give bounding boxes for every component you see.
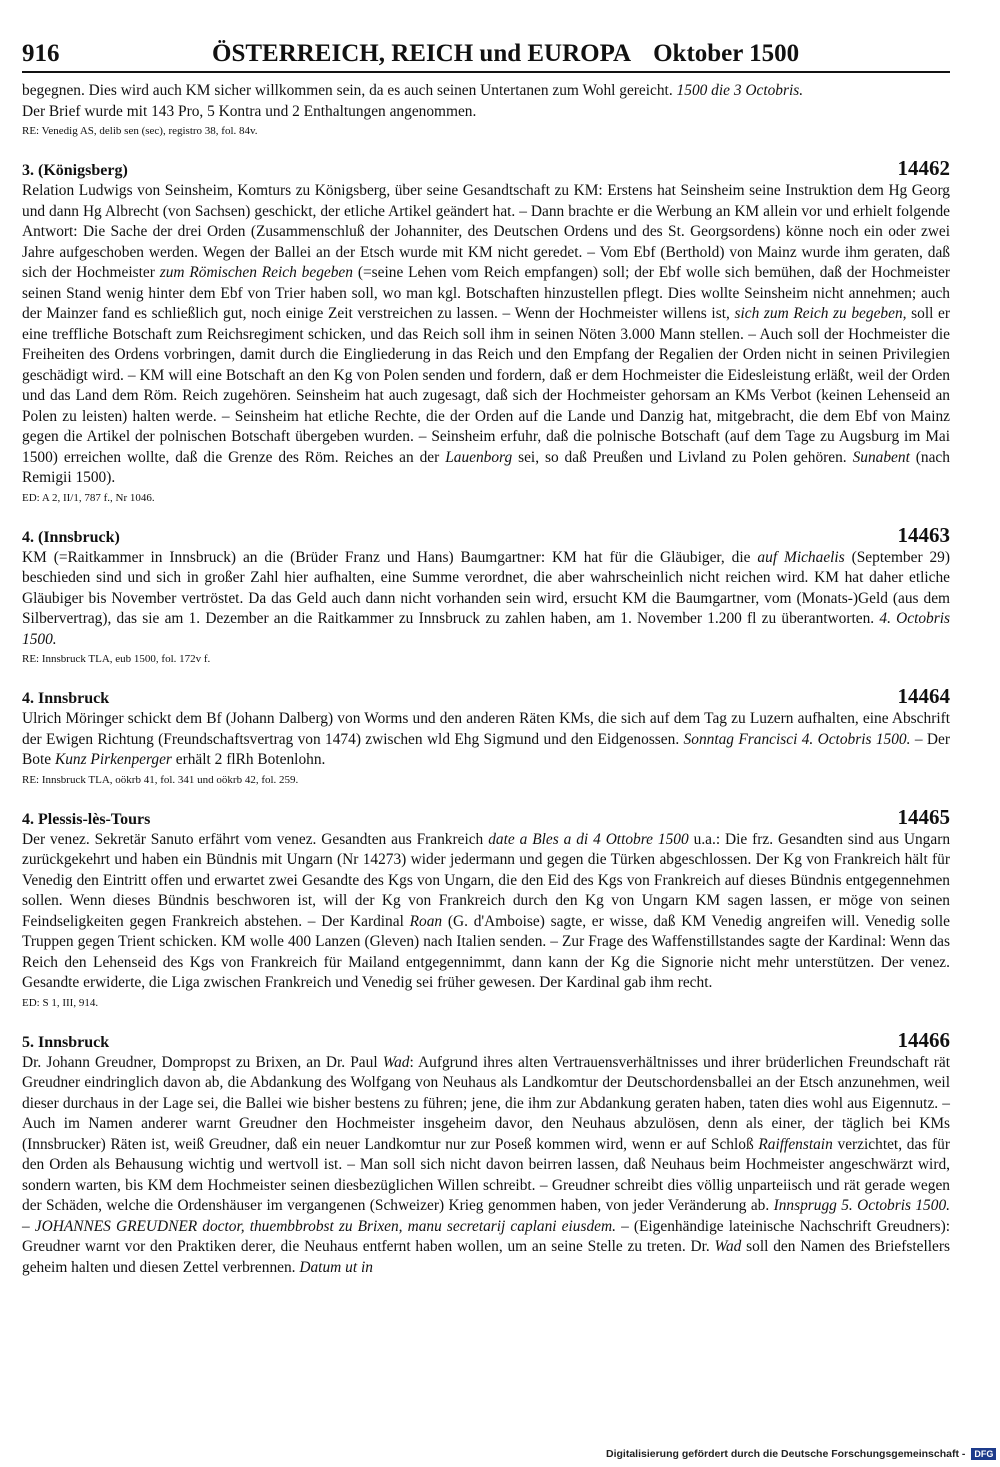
italic-run: Wad <box>714 1238 742 1255</box>
intro-paragraph <box>22 81 950 122</box>
entry-heading <box>22 156 950 181</box>
italic-run: zum Römischen Reich begeben <box>159 264 353 281</box>
entry-text <box>22 181 950 489</box>
entry-place: 3. (Königsberg) <box>22 162 128 179</box>
text-run: KM (=Raitkammer in Innsbruck) an die (Brüder Franz und Hans) Baumgartner: KM hat für die Gläubiger, die <box>22 548 751 566</box>
text-run: Der venez. Sekretär Sanuto erfährt vom venez. Gesandten aus Frankreich <box>22 830 484 848</box>
footer-text: Digitalisierung gefördert durch die Deutsche Forschungsgemeinschaft - <box>606 1448 966 1460</box>
text-run: soll er eine treffliche Botschaft zum Reichsregiment schicken, und das Reich soll ihm in seinen Nöten 3.000 Mann stellen. – Auch soll der Hochmeister die Freiheiten des Ordens vorbringen, damit durch die Eingliederung in das Reich und den Empfang der Regalien der Orden nicht in seinen Privilegien geschädigt wird. – KM will eine Botschaft an den Kg von Polen senden und fordern, daß er dem Hochmeister die Eidesleistung erläßt, weil der Orden und das Land dem Röm. Reich zugehören. Seinsheim hat auch zugesagt, daß sich der Hochmeister gehorsam an KMs Verbot (keinen Lehenseid an Polen zu leisten) halten werde. – Seinsheim hat etliche Rechte, die der Orden auf die Lande und Danzig hat, mitgebracht, die dem Ebf von Mainz gegen die Artikel der polnischen Botschaft übergeben wurden. – Seinsheim erfuhr, daß die polnische Botschaft (auf dem Tage zu Augsburg im Mai 1500) erreichen wollte, daß die Grenze des Röm. Reiches an der <box>22 305 950 466</box>
text-run: Ulrich Möringer schickt dem Bf (Johann Dalberg) von Worms und den anderen Räten KMs, die sich auf dem Tag zu Luzern aufhalten, eine Abschrift der Ewigen Richtung (Freundschaftsvertrag von 1474) zwischen wld Ehg Sigmund und den Eidgenossen. <box>22 710 950 748</box>
italic-run: Datum ut in <box>299 1258 373 1276</box>
source-reference: ED: S 1, III, 914. <box>22 996 99 1009</box>
footer-credit <box>606 1448 996 1460</box>
italic-run: auf Michaelis <box>757 548 845 566</box>
text-run: u.a.: Die frz. Gesandten sind aus Ungarn zurückgekehrt und haben ein Bündnis mit Ungarn (Nr 14273) wider jedermann und gegen die Türken abgeschlossen. Der Kg von Frankreich hält für Venedig den Eintritt offen und erwartet zwei Gesandte des Kgs von Ungarn, die den Eid des Kgs von Frankreich auf dieses Bündnis entgegennehmen sollen. Wenn dieses Bündnis beschworen ist, will der Kg von Frankreich durch den Kg von Ungarn KM sagen lassen, er möge von seinen Feindseligkeiten gegen Frankreich abstehen. – Der Kardinal <box>22 830 951 930</box>
italic-run: Wad <box>382 1053 410 1071</box>
italic-run: sich zum Reich zu begeben, <box>734 305 907 322</box>
text-run: – Der Bote <box>22 730 950 768</box>
entry-heading <box>22 1028 950 1053</box>
entry-place: 4. Plessis-lès-Tours <box>22 810 151 828</box>
entry-number: 14464 <box>897 684 950 708</box>
entry-number: 14463 <box>897 522 950 547</box>
entry-text <box>22 830 950 994</box>
italic-run: Innsprugg 5. Octobris 1500. – JOHANNES GREUDNER doctor, thuembbrobst zu Brixen, manu secretarij caplani eiusdem. <box>22 1197 950 1235</box>
entry-text <box>22 709 950 771</box>
entry-heading <box>22 523 950 548</box>
entry-place: 4. (Innsbruck) <box>22 528 120 546</box>
entry-text <box>22 548 950 651</box>
entry-14462 <box>22 156 950 505</box>
intro-vote-text: Der Brief wurde mit 143 Pro, 5 Kontra und 2 Enthaltungen angenommen. <box>22 102 477 120</box>
italic-run: Sunabent <box>852 448 910 466</box>
entry-place: 4. Innsbruck <box>22 690 110 707</box>
entry-number: 14466 <box>897 1027 950 1052</box>
text-run: sei, so daß Preußen und Livland zu Polen gehören. <box>518 448 847 466</box>
source-reference: RE: Innsbruck TLA, oökrb 41, fol. 341 und oökrb 42, fol. 259. <box>22 773 299 786</box>
text-run: Dr. Johann Greudner, Dompropst zu Brixen, an Dr. Paul <box>22 1053 378 1071</box>
entry-14465 <box>22 805 950 1010</box>
italic-run: 4. Octobris 1500. <box>22 610 950 648</box>
italic-run: date a Bles a di 4 Ottobre 1500 <box>488 830 689 848</box>
source-reference: RE: Venedig AS, delib sen (sec), registro 38, fol. 84v. <box>22 125 258 137</box>
intro-date: 1500 die 3 Octobris. <box>676 82 804 99</box>
text-run: (G. d'Amboise) sagte, er wisse, daß KM Venedig angreifen will. Venedig solle Truppen gegen Trient schicken. KM wolle 400 Lanzen (Gleven) nach Italien senden. – Zur Frage des Waffenstillstandes sagte der Kardinal: Wenn das Reich den Lehenseid des Kgs von Frankreich für Mailand entgegennimmt, dann kann der Kg die Signorie nicht mehr unterstützen. Der venez. Gesandte erwiderte, die Liga zwischen Frankreich und Venedig sei früher gewesen. Der Kardinal gab ihm recht. <box>22 912 950 991</box>
dfg-logo: DFG <box>971 1448 996 1460</box>
entry-heading <box>22 805 950 830</box>
text-run: soll den Namen des Briefstellers geheim halten und diesen Zettel verbrennen. <box>22 1238 950 1276</box>
italic-run: Kunz Pirkenperger <box>54 751 172 768</box>
running-head <box>22 40 950 73</box>
entry-heading <box>22 684 950 709</box>
page-number: 916 <box>22 40 60 67</box>
entry-14463 <box>22 523 950 667</box>
entry-number: 14462 <box>897 156 950 180</box>
page <box>22 40 950 1278</box>
intro-block <box>22 81 950 138</box>
page-date: Oktober 1500 <box>653 40 800 67</box>
entry-number: 14465 <box>897 804 950 829</box>
text-run: : Aufgrund ihres alten Vertrauensverhältnisses und ihrer brüderlichen Freundschaft rät Greudner eindringlich davon ab, die Abdankung des Wolfgang von Neuhaus als Landkomtur der Deutschordensballei an der Etsch anzunehmen, weil dieser durchaus in der Lage sei, die Ballei wie bisher bestens zu führen; jene, die ihm zur Abdankung geraten haben, taten dies wohl aus Eigennutz. – Auch im Namen anderer warnt Greudner den Hochmeister insgeheim davor, den Neuhaus abzulösen, denn als einer, der täglich bei KMs (Innsbrucker) Räten ist, weiß Greudner, daß ein neuer Landkomtur nur zur Poseß kommen wird, wenn er auf Schloß <box>22 1053 950 1153</box>
text-run: verzichtet, das für den Orden als Behausung wichtig und wertvoll ist. – Man soll sich nicht davon beirren lassen, daß Neuhaus beim Hochmeister angeschwärzt wird, sondern warten, bis KM dem Hochmeister seinen diesbezüglichen Willen schreibt. – Greudner schreibt dies völlig unparteiisch und rät gerade wegen der Schäden, welche die Ordenshäuser im vergangenen (Schweizer) Krieg genommen haben, von jeder Veränderung ab. <box>22 1135 950 1214</box>
italic-run: Lauenborg <box>445 448 513 466</box>
source-reference: RE: Innsbruck TLA, eub 1500, fol. 172v f. <box>22 653 211 665</box>
source-reference: ED: A 2, II/1, 787 f., Nr 1046. <box>22 491 155 504</box>
text-run: (nach Remigii 1500). <box>22 448 950 486</box>
page-title: ÖSTERREICH, REICH und EUROPA <box>212 40 632 67</box>
text-run: Relation Ludwigs von Seinsheim, Komturs zu Königsberg, über seine Gesandtschaft zu KM: Erstens hat Seinsheim seine Instruktion dem Hg Georg und dann Hg Albrecht (von Sachsen) geschickt, der etliche Artikel geändert hat. – Dann brachte er die Werbung an KM allein vor und erhielt folgende Antwort: Die Sache der drei Orden (Zusammenschluß der Johanniter, des Deutschen Ordens und des St. Georgsordens) könne noch ein oder zwei Jahre aufgeschoben werden. Wegen der Ballei an der Etsch wurde mit KM nicht geredet. – Vom Ebf (Berthold) von Mainz wurde ihm geraten, daß sich der Hochmeister <box>22 182 950 281</box>
entry-14466 <box>22 1028 950 1279</box>
entry-text <box>22 1053 950 1279</box>
text-run: (September 29) beschieden sind und sich in großer Zahl hier aufhalten, eine Summe verordnet, die aber wahrscheinlich nicht reichen wird. KM hat daher etliche Gläubiger bis November vertröstet. Da das Geld auch dann nicht vorhanden sein wird, ersucht KM die Baumgartner, vom (Monats-)Geld (aus dem Silbervertrag), das sie am 1. Dezember an die Raitkammer zu Innsbruck zu zahlen haben, am 1. November 1.200 fl zu überantworten. <box>22 548 950 627</box>
entry-place: 5. Innsbruck <box>22 1033 110 1051</box>
text-run: – (Eigenhändige lateinische Nachschrift Greudners): Greudner warnt vor den Praktiken derer, die Neuhaus entfernt haben wollen, um an seine Stelle zu treten. Dr. <box>22 1217 950 1255</box>
italic-run: Sonntag Francisci 4. Octobris 1500. <box>683 730 911 748</box>
intro-text: begegnen. Dies wird auch KM sicher willkommen sein, da es auch seinen Untertanen zum Wohl gereicht. <box>22 82 673 99</box>
text-run: (=seine Lehen vom Reich empfangen) soll; der Ebf wolle sich bemühen, daß der Hochmeister seinen Stand wenig hinter dem Ebf von Trier haben soll, wo man kgl. Botschaften hinzustellen pflegt. Dies wollte Seinsheim nicht annehmen; auch der Mainzer fand es schließlich gut, noch einige Zeit verstreichen zu lassen. – Wenn der Hochmeister willens ist, <box>22 264 950 322</box>
entry-14464 <box>22 684 950 787</box>
italic-run: Raiffenstain <box>758 1135 833 1153</box>
italic-run: Roan <box>409 912 443 930</box>
text-run: erhält 2 flRh Botenlohn. <box>175 751 326 768</box>
